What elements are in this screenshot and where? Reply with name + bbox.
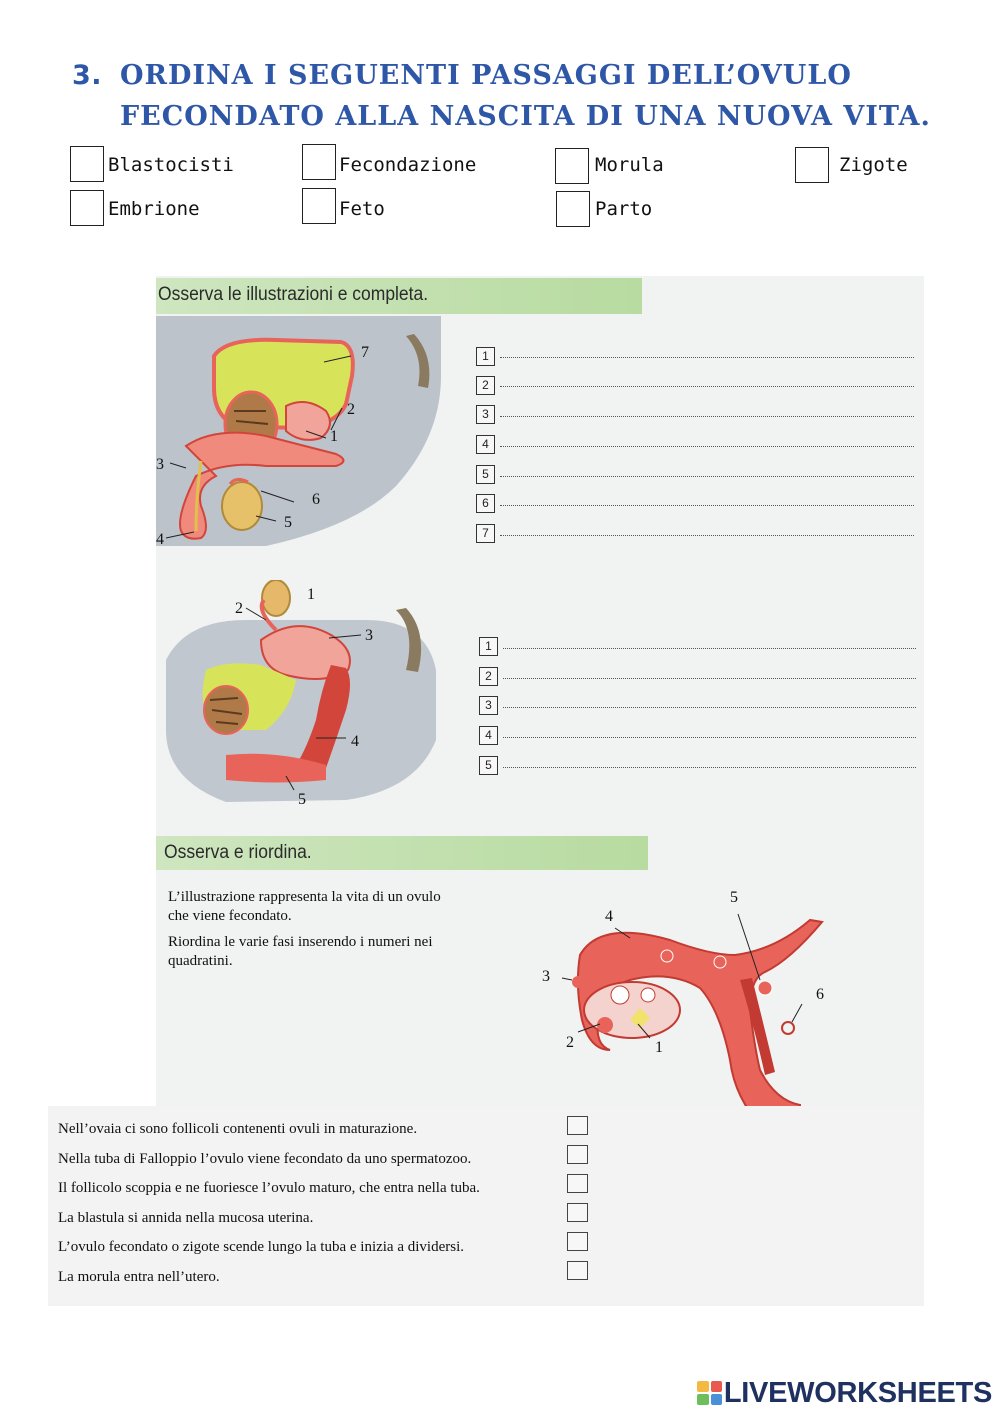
statement-text: Il follicolo scoppia e ne fuoriesce l’ovulo maturo, che entra nella tuba. (58, 1180, 480, 1196)
instruction-line: che viene fecondato. (168, 908, 292, 924)
ovum-journey-illustration (560, 900, 830, 1130)
statement-order-box[interactable] (567, 1174, 588, 1193)
option-label: Fecondazione (339, 154, 477, 176)
male-label: 1 (330, 428, 338, 445)
answer-box-parto[interactable] (556, 191, 590, 227)
section-title: Osserva le illustrazioni e completa. (158, 284, 429, 305)
option-label: Parto (595, 198, 653, 220)
answer-line[interactable] (503, 648, 916, 649)
answer-line[interactable] (503, 737, 916, 738)
option-label: Blastocisti (108, 154, 234, 176)
female-label: 4 (351, 733, 359, 750)
answer-box-morula[interactable] (555, 148, 589, 184)
female-number-box: 4 (479, 726, 498, 745)
instruction-line: Riordina le varie fasi inserendo i numeri nei (168, 934, 433, 950)
diagram-label: 6 (816, 986, 824, 1003)
female-number-box: 5 (479, 756, 498, 775)
option-label: Zigote (839, 154, 908, 176)
answer-box-zigote[interactable] (795, 147, 829, 183)
question-title-line-1: ORDINA I SEGUENTI PASSAGGI DELL’OVULO (120, 60, 852, 91)
female-label: 1 (307, 586, 315, 603)
answer-box-blastocisti[interactable] (70, 146, 104, 182)
diagram-label: 1 (655, 1039, 663, 1056)
answer-box-feto[interactable] (302, 188, 336, 224)
female-number-box: 2 (479, 667, 498, 686)
female-anatomy-illustration (166, 580, 446, 805)
male-number-box: 1 (476, 347, 495, 366)
male-number-box: 2 (476, 376, 495, 395)
statement-order-box[interactable] (567, 1232, 588, 1251)
answer-line[interactable] (503, 707, 916, 708)
answer-line[interactable] (500, 446, 914, 447)
statement-text: L’ovulo fecondato o zigote scende lungo la tuba e inizia a dividersi. (58, 1239, 464, 1255)
statement-order-box[interactable] (567, 1116, 588, 1135)
female-number-box: 1 (479, 637, 498, 656)
instruction-line: L’illustrazione rappresenta la vita di un ovulo (168, 889, 441, 905)
female-label: 2 (235, 600, 243, 617)
answer-line[interactable] (500, 386, 914, 387)
statement-text: Nella tuba di Falloppio l’ovulo viene fecondato da uno spermatozoo. (58, 1151, 472, 1167)
male-label: 6 (312, 491, 320, 508)
male-label: 4 (156, 531, 164, 548)
statement-text: Nell’ovaia ci sono follicoli contenenti ovuli in maturazione. (58, 1121, 418, 1137)
male-number-box: 5 (476, 465, 495, 484)
answer-line[interactable] (500, 535, 914, 536)
statement-order-box[interactable] (567, 1203, 588, 1222)
answer-line[interactable] (503, 678, 916, 679)
male-number-box: 3 (476, 405, 495, 424)
answer-line[interactable] (500, 416, 914, 417)
question-number: 3. (72, 60, 103, 91)
male-anatomy-illustration (156, 316, 456, 556)
diagram-label: 4 (605, 908, 613, 925)
answer-line[interactable] (500, 476, 914, 477)
male-label: 2 (347, 401, 355, 418)
option-label: Morula (595, 154, 664, 176)
option-label: Embrione (108, 198, 200, 220)
liveworksheets-logo-text: LIVEWORKSHEETS (723, 1377, 992, 1409)
diagram-label: 3 (542, 968, 550, 985)
male-label: 3 (156, 456, 164, 473)
male-number-box: 7 (476, 524, 495, 543)
answer-line[interactable] (500, 505, 914, 506)
answer-line[interactable] (503, 767, 916, 768)
statement-text: La morula entra nell’utero. (58, 1269, 220, 1285)
male-label: 7 (361, 344, 369, 361)
statement-order-box[interactable] (567, 1261, 588, 1280)
instruction-line: quadratini. (168, 953, 233, 969)
answer-box-fecondazione[interactable] (302, 144, 336, 180)
male-number-box: 6 (476, 494, 495, 513)
female-number-box: 3 (479, 696, 498, 715)
section-title: Osserva e riordina. (164, 842, 312, 863)
liveworksheets-logo-icon (697, 1381, 722, 1405)
question-title-line-2: FECONDATO ALLA NASCITA DI UNA NUOVA VITA. (120, 101, 931, 132)
statement-text: La blastula si annida nella mucosa uterina. (58, 1210, 314, 1226)
female-label: 5 (298, 791, 306, 808)
female-label: 3 (365, 627, 373, 644)
diagram-label: 5 (730, 889, 738, 906)
diagram-label: 2 (566, 1034, 574, 1051)
answer-line[interactable] (500, 357, 914, 358)
answer-box-embrione[interactable] (70, 190, 104, 226)
statement-order-box[interactable] (567, 1145, 588, 1164)
male-label: 5 (284, 514, 292, 531)
male-number-box: 4 (476, 435, 495, 454)
option-label: Feto (339, 198, 385, 220)
